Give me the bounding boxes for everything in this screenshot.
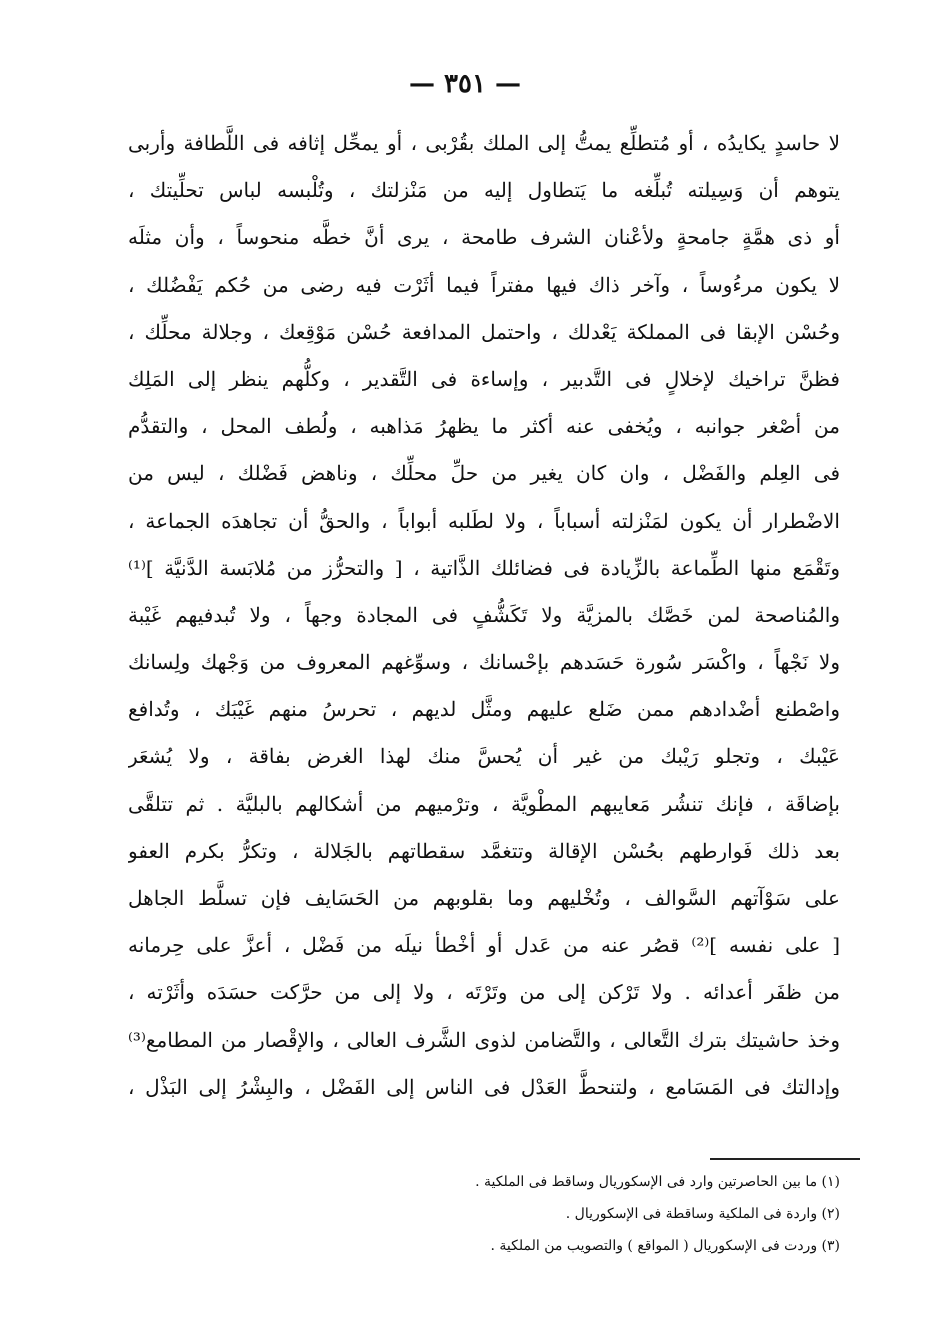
text-line: والمُناصحة لمن خَصَّك بالمزيَّة ولا تَكَشُّفٍ فى المجادة وجهاً ، ولا تُبدفيهم غَيْبة [128,602,840,627]
text-line: وإدالتك فى المَسَامع ، ولتنحطَّ العَدْل فى الناس إلى الفَضْل ، والبِشْرُ إلى البَذْل ، [128,1074,840,1099]
text-line: وخذ حاشيتك بترك التَّعالى ، والتَّضامن لذوى الشَّرف العالى ، والإقْصار من المطامع⁽³⁾ [128,1027,840,1052]
text-line: يتوهم أن وَسِيلته تُبلِّغه ما يَتطاول إليه من مَنْزلتك ، وتُلْبسه لباس تحلِّيتك ، [128,178,840,203]
text-line: على سَوْآتهم السَّوالف ، وتُخْليهم وما بقلوبهم من الحَسَايف فإن تسلَّط الجاهل [128,886,840,910]
text-line: الاضْطرار أن يكون لمَنْزلته أسباباً ، ولا لطَلبه أبواباً ، والحقُّ أن تجاهدَه الجماعة ، [128,508,840,533]
main-text [128,120,840,1111]
text-line: واصْطنع أضْدادهم ممن ضَلع عليهم ومثَّل لديهم ، تحرسُ منهم غَيْبَك ، وتُدافع [128,697,840,722]
text-line: فظنَّ تراخيك لإخلالٍ فى التَّدبير ، وإساءة فى التَّقدير ، وكلُّهم ينظر إلى المَلِك [128,366,840,391]
text-line: وتَقْمَع منها الطِّماعة بالزِّيادة فى فضائلك الذَّاتية ، [ والتحرُّز من مُلابَسة الدَّنيَّة ]⁽¹⁾ [128,555,840,580]
footnote-divider [710,1158,860,1160]
text-line: ولا نَجْهاً ، واكْسَر سُورة حَسَدهم بإحْسانك ، وسوِّغهم المعروف من وَجْهك ولِسانك [128,650,840,675]
text-line: من ظفَر أعدائه . ولا تَرْكن إلى من وتَرْتَه ، ولا إلى من حرَّكت حسَدَه وأثَرْته ، [128,980,840,1005]
text-line: أو ذى همَّةٍ جامحةٍ ولأعْنان الشرف طامحة ، يرى أنَّ خطَّه منحوساً ، وأن مثلَه [128,225,840,250]
text-line: عَيْبك ، وتجلو رَيْبك من غير أن يُحسَّ منك لهذا الغرض بفاقة ، ولا يُشعَر [128,744,840,769]
text-line: وحُسْن الإبقا فى المملكة يَعْدلك ، واحتمل المدافعة حُسْن مَوْقِعك ، وجلالة محلِّك ، [128,319,840,344]
text-line: [ على نفسه ]⁽²⁾ قصُر عنه من عَدل أو أخْطأ نيلَه من فَضْل ، أعزَّ على حِرمانه [128,933,840,958]
page-number: — ٣٥١ — [408,69,522,99]
text-line: لا يكون مرءُوساً ، وآخر ذاك فيها مفتراً فيما أثَرْت فيه رضى من حُكم يَفْضُلك ، [128,272,840,297]
footnotes [240,1166,840,1262]
text-line: بعد ذلك فَوارطهم بحُسْن الإقالة وتتغمَّد سقطاتهم بالجَلالة ، وتكرُّ بكرم العفو [128,838,840,863]
text-line: بإضاقَة ، فإنك تنشُر مَعايبهم المطْويَّة ، وترْميهم من أشكالهم بالبليَّة . ثم تتلقَّى [128,791,840,816]
footnote: (٣) وردت فى الإسكوريال ( المواقع ) والتصويب من الملكية . [490,1238,840,1254]
footnote: (١) ما بين الحاصرتين وارد فى الإسكوريال وساقط فى الملكية . [475,1174,840,1190]
text-line: لا حاسدٍ يكايدُه ، أو مُتطلِّع يمتُّ إلى الملك بقُرْبى ، أو يمحِّل إثافه فى اللَّطافة وأربى [128,131,840,155]
footnote: (٢) واردة فى الملكية وساقطة فى الإسكوريال . [565,1206,840,1222]
text-line: من أصْغر جوانبه ، ويُخفى عنه أكثر ما يظهرُ مَذاهبه ، ولُطف المحل ، والتقدُّم [128,414,840,439]
text-line: فى العِلم والفَضْل ، وان كان يغير من حلِّ محلِّك ، وناهض فَضْلك ، ليس من [128,461,840,486]
